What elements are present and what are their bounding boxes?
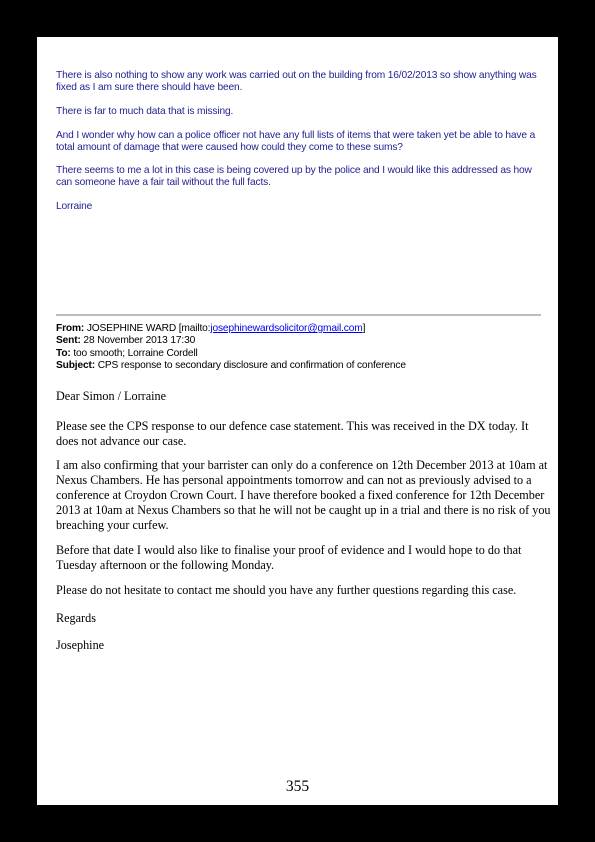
email1-paragraph-1 bbox=[56, 70, 537, 94]
text-line: Please do not hesitate to contact me should you have any further questions regarding this case. bbox=[56, 583, 517, 597]
to-label: To: bbox=[56, 347, 71, 359]
text-line: does not advance our case. bbox=[56, 434, 187, 448]
email2-paragraph-3 bbox=[56, 543, 521, 573]
text-line: Lorraine bbox=[56, 201, 93, 212]
from-email-link[interactable]: josephinewardsolicitor@gmail.com bbox=[210, 323, 363, 334]
subject-value: CPS response to secondary disclosure and confirmation of conference bbox=[97, 359, 406, 371]
text-line: Tuesday afternoon or the following Monday. bbox=[56, 558, 275, 572]
text-line: There is also nothing to show any work was carried out on the building from 16/02/2013 so show anything was bbox=[56, 70, 537, 81]
email2-greeting bbox=[56, 389, 166, 404]
header-sent bbox=[56, 335, 406, 347]
email2-regards bbox=[56, 611, 96, 626]
sent-label: Sent: bbox=[56, 335, 81, 347]
email1-signature bbox=[56, 201, 92, 213]
to-value: too smooth; Lorraine Cordell bbox=[73, 347, 198, 359]
email-header bbox=[56, 323, 406, 372]
text-line: Nexus Chambers. He has personal appointments tomorrow and can not as previously advised to a bbox=[56, 473, 532, 487]
sent-value: 28 November 2013 17:30 bbox=[83, 335, 196, 347]
text-line: Regards bbox=[56, 611, 96, 625]
text-line: Josephine bbox=[56, 638, 105, 652]
subject-label: Subject: bbox=[56, 359, 95, 371]
text-line: Before that date I would also like to finalise your proof of evidence and I would hope to do that bbox=[56, 543, 522, 557]
email2-paragraph-2 bbox=[56, 458, 551, 533]
header-to bbox=[56, 348, 406, 360]
email2-paragraph-4 bbox=[56, 583, 516, 598]
text-line: Please see the CPS response to our defence case statement. This was received in the DX today. It bbox=[56, 419, 529, 433]
email-divider bbox=[56, 314, 541, 316]
email1-paragraph-4 bbox=[56, 165, 532, 189]
header-from bbox=[56, 323, 406, 335]
text-line: breaching your curfew. bbox=[56, 518, 169, 532]
email1-paragraph-3 bbox=[56, 130, 535, 154]
text-line: fixed as I am sure there should have been. bbox=[56, 82, 243, 93]
from-value: JOSEPHINE WARD [mailto: bbox=[86, 323, 211, 334]
text-line: 2013 at 10am at Nexus Chambers so that he will not be caught up in a trial and there is no risk of you bbox=[56, 503, 551, 517]
page-number: 355 bbox=[285, 778, 310, 795]
text-line: can someone have a fair tail without the full facts. bbox=[56, 177, 271, 188]
text-line: Dear Simon / Lorraine bbox=[56, 389, 166, 403]
document-page bbox=[37, 37, 558, 805]
email2-signature bbox=[56, 638, 104, 653]
text-line: And I wonder why how can a police officer not have any full lists of items that were taken yet be able to have a bbox=[56, 130, 536, 141]
text-line: There seems to me a lot in this case is being covered up by the police and I would like this addressed as how bbox=[56, 165, 532, 176]
text-line: total amount of damage that were caused how could they come to these sums? bbox=[56, 142, 403, 153]
email2-paragraph-1 bbox=[56, 419, 528, 449]
text-line: I am also confirming that your barrister can only do a conference on 12th December 2013 at 10am at bbox=[56, 458, 548, 472]
from-close: ] bbox=[362, 323, 366, 334]
header-subject bbox=[56, 360, 406, 372]
text-line: There is far to much data that is missing. bbox=[56, 106, 234, 117]
email1-paragraph-2 bbox=[56, 106, 233, 118]
text-line: conference at Croydon Crown Court. I have therefore booked a fixed conference for 12th December bbox=[56, 488, 545, 502]
from-label: From: bbox=[56, 323, 85, 334]
